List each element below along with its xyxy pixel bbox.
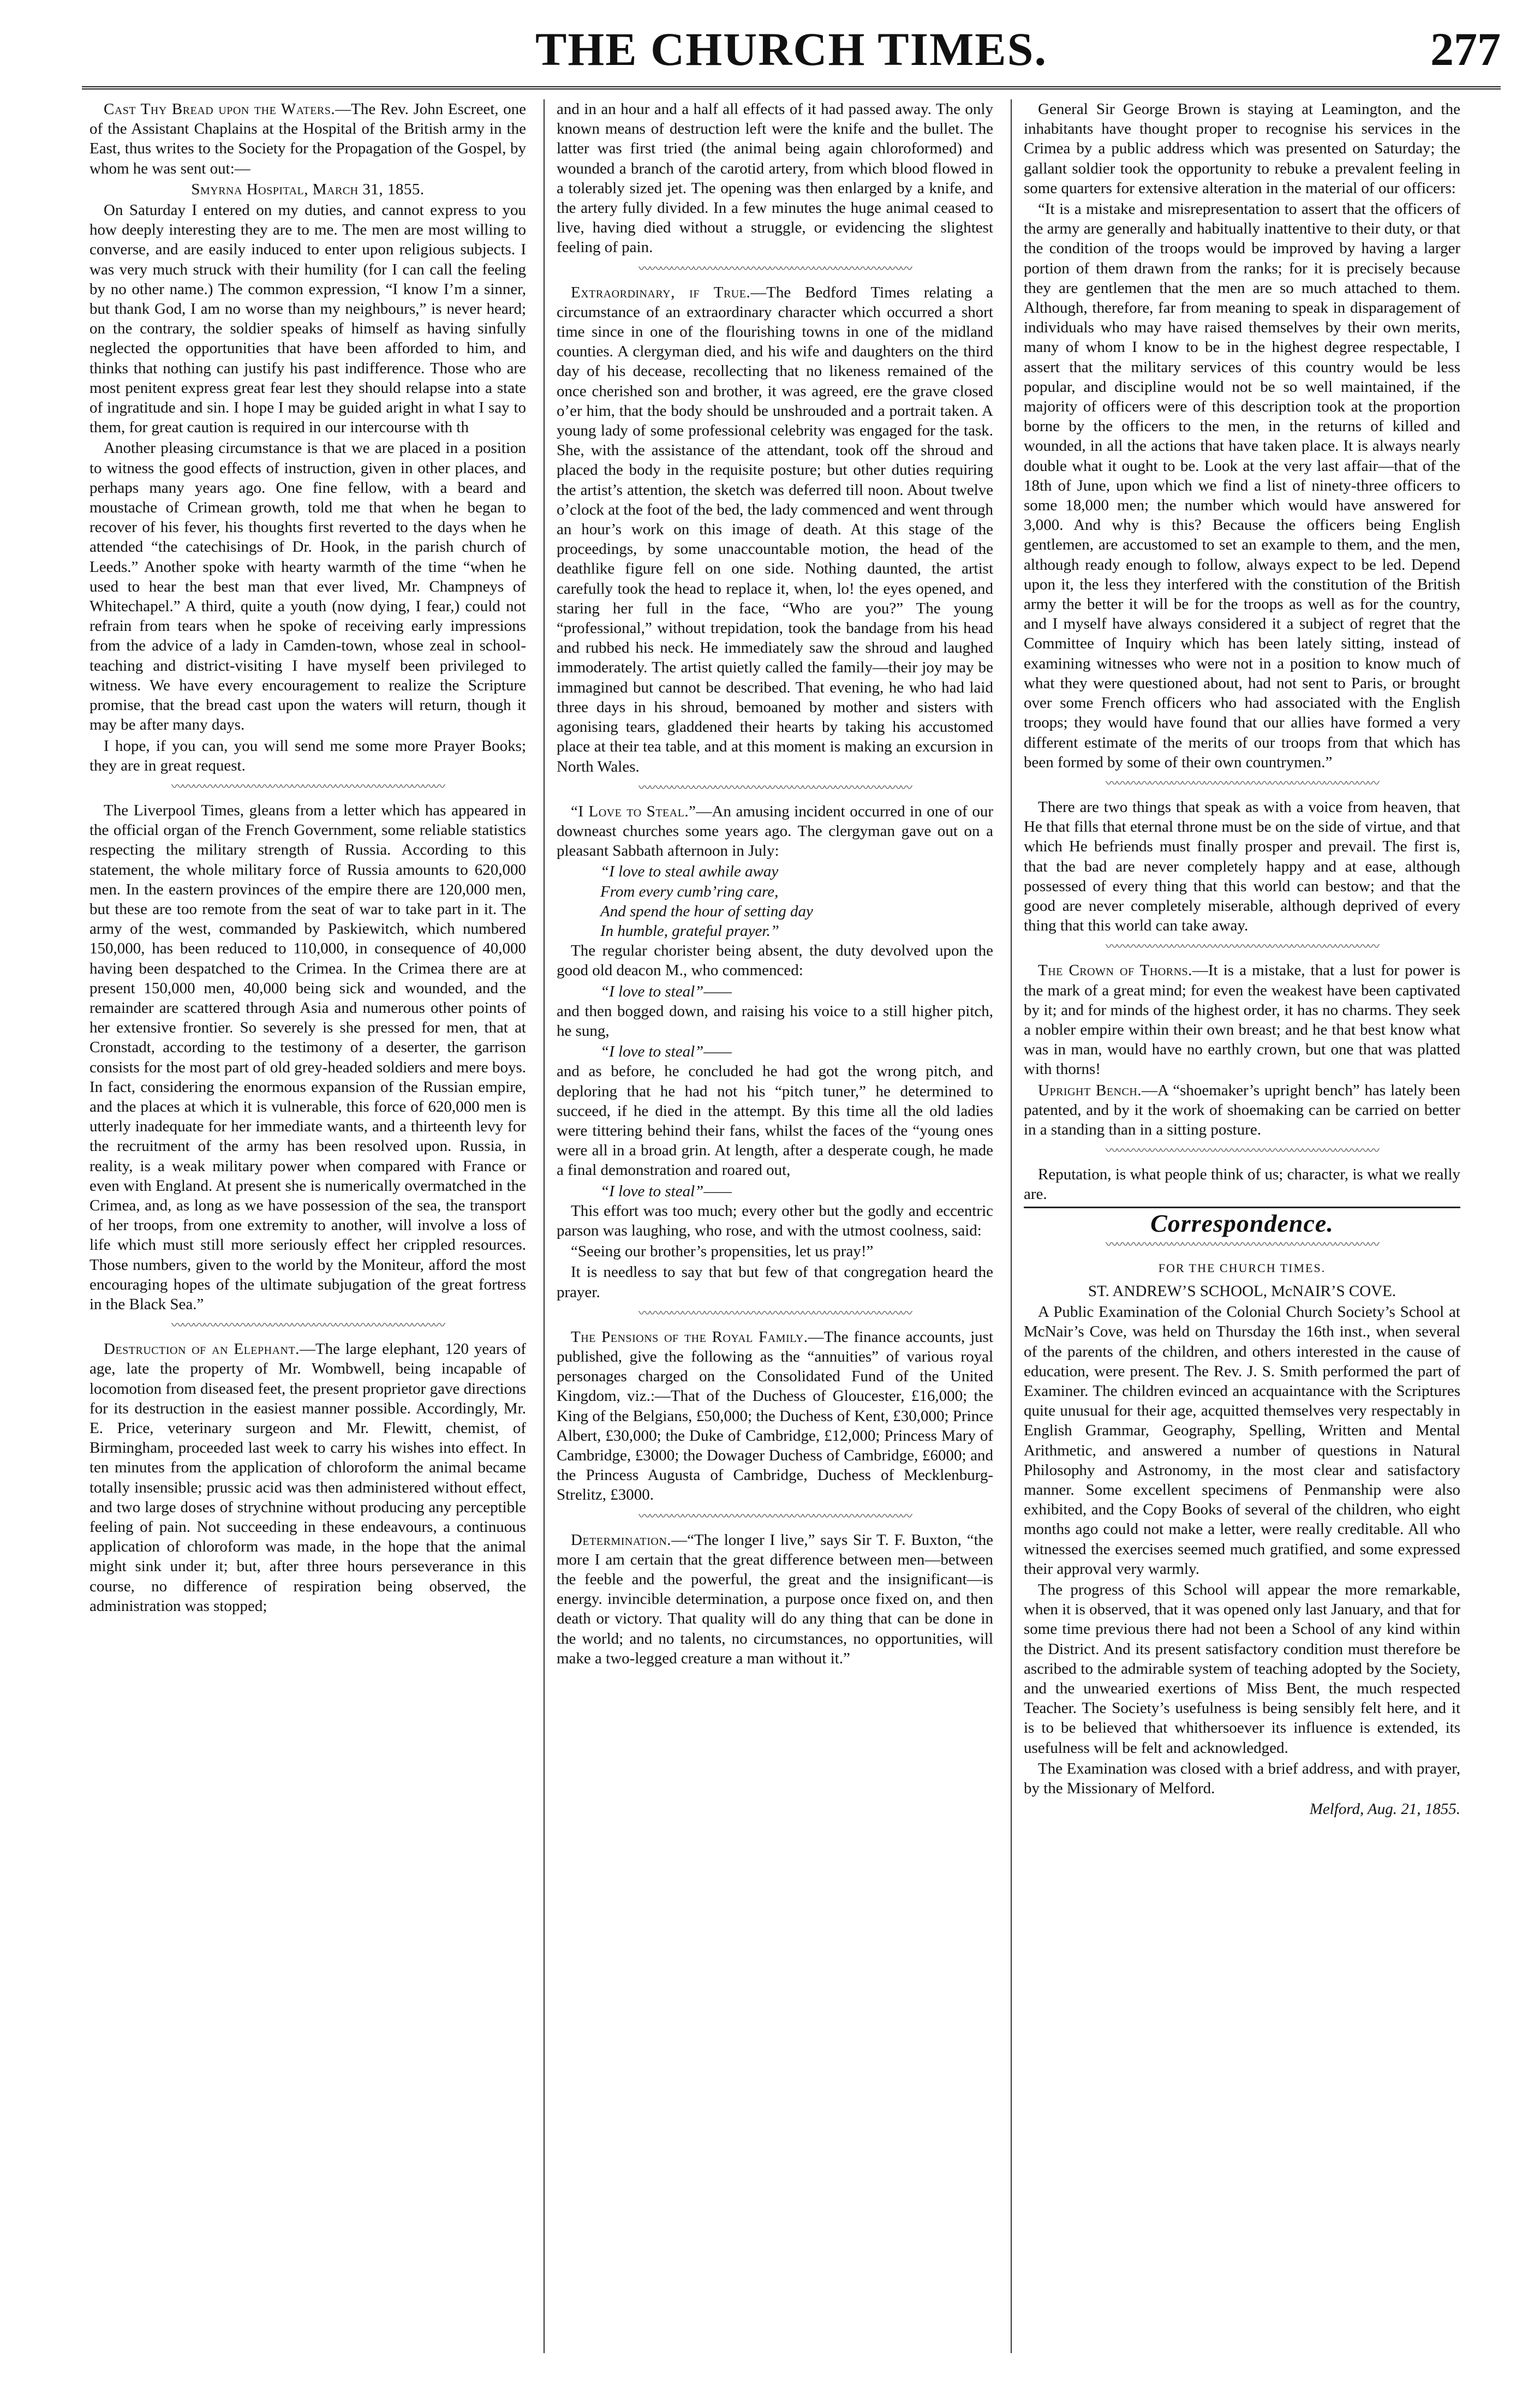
article-heading: The Pensions of the Royal Family. bbox=[571, 1328, 808, 1346]
article-paragraph: Reputation, is what people think of us; character, is what we really are. bbox=[1024, 1166, 1460, 1203]
article-paragraph bbox=[89, 1339, 526, 1616]
section-rule bbox=[1024, 1207, 1460, 1208]
column-divider bbox=[544, 99, 545, 2353]
article-paragraph bbox=[557, 283, 993, 777]
article-text: —A “shoemaker’s upright bench” has lately been patented, and by it the work of shoemaking can be carried on better in a standing than in a sitting posture. bbox=[1024, 1081, 1460, 1138]
wavy-divider: 〰〰〰〰〰〰〰〰〰〰〰〰〰〰〰〰〰〰〰〰〰〰〰〰〰 bbox=[171, 780, 444, 793]
page-number: 277 bbox=[1430, 23, 1501, 75]
dateline: Smyrna Hospital, March 31, 1855. bbox=[191, 180, 425, 198]
article-heading: “I Love to Steal.” bbox=[571, 802, 696, 820]
column-divider bbox=[1011, 99, 1012, 2353]
article-text: —The Bedford Times relating a circumstance of an extraordinary character which occurred a short time since in one of the flourishing towns in one of the midland counties. A clergyman died, and his wife and daughters on the third day of his decease, recollecting that no likeness remained of the once cherished son and brother, it was agreed, ere the grave closed o’er him, that the body should be unshrouded and a portrait taken. A young lady of some professional celebrity was engaged for the task. She, with the assistance of the attendant, took off the shroud and placed the body in the requisite posture; but other duties requiring the artist’s attention, the sketch was deferred till noon. About twelve o’clock at the foot of the bed, the lady commenced and went through an hour’s work on this image of death. At this stage of the proceedings, by some unaccountable motion, the head of the deathlike figure fell on one side. Nothing daunted, the artist carefully took the head to replace it, when, lo! the eyes opened, and staring her full in the face, “Who are you?” The young “professional,” without trepidation, took the bandage from his head and rubbed his neck. He immediately saw the shroud and laughed immoderately. The artist quietly called the family—their joy may be immagined but cannot be described. That evening, he who had laid three days in his shroud, bemoaned by mother and sisters with agonising tears, gladdened their hearts by taking his accustomed place at their tea table, and at this moment is making an excursion in North Wales. bbox=[557, 283, 993, 775]
article-paragraph: The Liverpool Times, gleans from a letter which has appeared in the official organ of the French Government, some reliable statistics respecting the military strength of Russia. According to this statement, the whole military force of Russia amounts to 620,000 men. In the eastern provinces of the empire there are 120,000 men, but these are too remote from the seat of war to take part in it. The army of the west, commanded by Paskiewitch, which numbered 150,000, has been reduced to 110,000, in consequence of 40,000 having been despatched to the Crimea. In the Crimea there are at present 150,000 men, 40,000 being sick and wounded, and the remainder are scattered through Asia and numerous other points of her extensive frontier. So severely is she pressed for men, that at Cronstadt, according to the testimony of a deserter, the garrison consists for the most part of old grey-headed soldiers and mere boys. In fact, considering the enormous expansion of the Russian empire, and the places at which it is vulnerable, this force of 620,000 men is utterly inadequate for her immediate wants, and a thirteenth levy for the recruitment of the army has been resolved upon. Russia, in reality, is a weak military power when compared with France or even with England. At present she is numerically overmatched in the Crimea, and, as long as we have possession of the sea, the transport of her troops, from one extremity to another, will involve a loss of life which must still more seriously effect her crippled resources. Those numbers, given to the world by the Moniteur, afford the most encouraging hopes of the ultimate subjugation of the great fortress in the Black Sea.” bbox=[89, 801, 526, 1313]
article-paragraph bbox=[1024, 960, 1460, 1079]
column-3 bbox=[1024, 99, 1460, 2353]
article-heading: Cast Thy Bread upon the Waters. bbox=[104, 100, 336, 118]
wavy-divider: 〰〰〰〰〰〰〰〰〰〰〰〰〰〰〰〰〰〰〰〰〰〰〰〰〰 bbox=[1105, 941, 1378, 953]
wavy-divider: 〰〰〰〰〰〰〰〰〰〰〰〰〰〰〰〰〰〰〰〰〰〰〰〰〰 bbox=[171, 1320, 444, 1332]
article-paragraph: and then bogged down, and raising his voice to a still higher pitch, he sung, bbox=[557, 1002, 993, 1040]
article-paragraph bbox=[89, 99, 526, 178]
masthead bbox=[82, 22, 1501, 87]
column-1 bbox=[89, 99, 526, 2353]
wavy-divider: 〰〰〰〰〰〰〰〰〰〰〰〰〰〰〰〰〰〰〰〰〰〰〰〰〰 bbox=[638, 781, 911, 794]
article-paragraph: The progress of this School will appear the more remarkable, when it is observed, that it was opened only last January, and that for some time previous there had not been a School of any kind within the District. And its present satisfactory condition must therefore be ascribed to the admirable system of teaching adopted by the Society, and the unwearied exertions of Miss Bent, the much respected Teacher. The Society’s usefulness is being sensibly felt here, and it is to be believed that whithersoever its influence is extended, its usefulness will be felt and acknowledged. bbox=[1024, 1581, 1460, 1757]
verse-line: From every cumb’ring care, bbox=[600, 882, 779, 900]
article-heading: The Crown of Thorns. bbox=[1038, 962, 1192, 980]
article-paragraph: Another pleasing circumstance is that we are placed in a position to witness the good effects of instruction, given in other places, and perhaps many years ago. One fine fellow, with a beard and moustache of Crimean growth, told me that when he began to recover of his fever, his thoughts first reverted to the days when he attended “the catechisings of Dr. Hook, in the parish church of Leeds.” Another spoke with hearty warmth of the time “when he used to hear the best man that ever lived, Mr. Champneys of Whitechapel.” A third, quite a youth (now dying, I fear,) could not refrain from tears when he spoke of receiving early impressions from the advice of a lady in Camden-town, whose zeal in school-teaching and district-visiting I have myself been privileged to witness. We have every encouragement to realize the Scripture promise, that the bread cast upon the waters will return, though it may be after many days. bbox=[89, 439, 526, 734]
article-paragraph: “It is a mistake and misrepresentation to assert that the officers of the army are generally and habitually inattentive to their duty, or that the condition of the troops would be improved by having a larger portion of them drawn from the ranks; for it is precisely because they are gentlemen that the men are so much attached to them. Although, therefore, far from meaning to speak in disparagement of individuals who may have raised themselves by their own merits, many of whom I know to be in the highest degree respectable, I assert that the military services of this country would be less popular, and discipline would not be so well maintained, if the majority of officers were of this description took at the proportion borne by the officers to the men, in the returns of killed and wounded, in all the actions that have taken place. It is always nearly double what it ought to be. Look at the very last affair—that of the 18th of June, upon which we find a list of ninety-three officers to some 18,000 men; the number which would have answered for 3,000. And why is this? Because the officers being English gentlemen, are accustomed to set an example to them, and the men, although ready enough to follow, always expect to be led. Depend upon it, the less they interfered with the constitution of the British army the better it will be for the troops as well as for the country, and I myself have always considered it a subject of regret that the Committee of Inquiry which has been lately sitting, instead of examining witnesses who were not in a position to know much of what they were questioned about, had not sent to Paris, or brought over some French officers who had associated with the English troops; they would have found that our allies have formed a very different estimate of the merits of our troops from that which has been formed by some of their own countrymen.” bbox=[1024, 200, 1460, 771]
wavy-divider: 〰〰〰〰〰〰〰〰〰〰〰〰〰〰〰〰〰〰〰〰〰〰〰〰〰 bbox=[1105, 1145, 1378, 1157]
article-paragraph: The Examination was closed with a brief address, and with prayer, by the Missionary of Melford. bbox=[1024, 1759, 1460, 1798]
masthead-rule bbox=[82, 86, 1501, 89]
article-text: —It is a mistake, that a lust for power is the mark of a great mind; for even the weakest have been captivated by it; and for minds of the highest order, it has no charms. They seek a nobler empire within their own breast; and he that best know what was in man, would have no earthly crown, but one that was platted with thorns! bbox=[1024, 962, 1460, 1078]
article-heading: Destruction of an Elephant. bbox=[104, 1340, 300, 1358]
wavy-divider: 〰〰〰〰〰〰〰〰〰〰〰〰〰〰〰〰〰〰〰〰〰〰〰〰〰 bbox=[638, 1510, 911, 1523]
article-paragraph: “Seeing our brother’s propensities, let us pray!” bbox=[571, 1243, 874, 1261]
section-title: Correspondence. bbox=[1150, 1209, 1334, 1237]
article-paragraph: General Sir George Brown is staying at Leamington, and the inhabitants have thought proper to recognise his services in the Crimea by a public address which was presented on Saturday; the gallant soldier took the opportunity to rebuke a prevalent feeling in some quarters for extensive alteration in the material of our officers: bbox=[1024, 100, 1460, 197]
article-paragraph: A Public Examination of the Colonial Church Society’s School at McNair’s Cove, was held on Thursday the 16th inst., when several of the parents of the children, and others interested in the cause of education, were present. The Rev. J. S. Smith performed the part of Examiner. The children evinced an acquaintance with the Scriptures quite unusual for their age, acquitted themselves very respectably in English Grammar, Geography, Spelling, Written and Mental Arithmetic, and answered a number of questions in Natural Philosophy and Astronomy, in the most clear and satisfactory manner. Some excellent specimens of Penmanship were also exhibited, and the Copy Books of several of the children, who eight months ago could not make a letter, were really creditable. All who witnessed the exercises seemed much gratified, and some expressed their approval very warmly. bbox=[1024, 1303, 1460, 1578]
article-text: —The large elephant, 120 years of age, late the property of Mr. Wombwell, being incapable of locomotion from diseased feet, the present proprietor gave directions for its destruction in the easiest manner possible. Accordingly, Mr. E. Price, veterinary surgeon and Mr. Flewitt, chemist, of Birmingham, proceeded last week to carry his wishes into effect. In ten minutes from the application of chloroform the animal became totally insensible; prussic acid was then administered without effect, and two large doses of strychnine without producing any perceptible feeling of pain. Not succeeding in these endeavours, a continuous application of chloroform was made, in the hope that the animal might sink under it; but, after three hours perseverance in this course, no difference of respiration being observed, the administration was stopped; bbox=[89, 1340, 526, 1615]
article-paragraph bbox=[557, 1530, 993, 1668]
article-paragraph: This effort was too much; every other but the godly and eccentric parson was laughing, who rose, and with the utmost coolness, said: bbox=[557, 1202, 993, 1239]
article-paragraph: There are two things that speak as with a voice from heaven, that He that fills that eternal throne must be on the side of virtue, and that which He befriends must finally prosper and prevail. The first is, that the bad are never completely happy and at ease, although possessed of every thing that this world can bestow; and that the good are never completely miserable, although deprived of every thing that this world can take away. bbox=[1024, 798, 1460, 935]
article-paragraph bbox=[1024, 1081, 1460, 1140]
article-paragraph bbox=[557, 802, 993, 861]
verse-line: “I love to steal”—— bbox=[600, 1182, 732, 1200]
verse-line: And spend the hour of setting day bbox=[600, 902, 813, 920]
article-paragraph: and in an hour and a half all effects of it had passed away. The only known means of destruction left were the knife and the bullet. The latter was first tried (the animal being again chloroformed) and wounded a branch of the carotid artery, from which blood flowed in a tolerably sized jet. The opening was then enlarged by a knife, and the artery fully divided. In a few minutes the huge animal ceased to live, having died without a struggle, or evidencing the slightest feeling of pain. bbox=[557, 100, 993, 256]
verse-line: “I love to steal”—— bbox=[600, 1043, 732, 1061]
wavy-divider: 〰〰〰〰〰〰〰〰〰〰〰〰〰〰〰〰〰〰〰〰〰〰〰〰〰 bbox=[1105, 1238, 1378, 1251]
article-text: —An amusing incident occurred in one of our downeast churches some years ago. The clergyman gave out on a pleasant Sabbath afternoon in July: bbox=[557, 802, 993, 860]
section-subtitle: FOR THE CHURCH TIMES. bbox=[1158, 1261, 1326, 1275]
article-paragraph: and as before, he concluded he had got the wrong pitch, and deploring that he had not his “pitch tuner,” he determined to succeed, if he died in the attempt. By this time all the old ladies were tittering behind their fans, whilst the faces of the “young ones were all in a broad grin. At length, after a desperate cough, he made a final demonstration and roared out, bbox=[557, 1063, 993, 1179]
article-text: —The finance accounts, just published, give the following as the “annuities” of various royal personages charged on the Consolidated Fund of the United Kingdom, viz.:—That of the Duchess of Gloucester, £16,000; the King of the Belgians, £50,000; the Duchess of Kent, £30,000; Prince Albert, £30,000; the Duke of Cambridge, £12,000; Princess Mary of Cambridge, £3000; the Dowager Duchess of Cambridge, £6000; and the Princess Augusta of Cambridge, Duchess of Mecklenburg-Strelitz, £3000. bbox=[557, 1328, 993, 1504]
wavy-divider: 〰〰〰〰〰〰〰〰〰〰〰〰〰〰〰〰〰〰〰〰〰〰〰〰〰 bbox=[1105, 777, 1378, 790]
article-heading: ST. ANDREW’S SCHOOL, McNAIR’S COVE. bbox=[1088, 1282, 1396, 1300]
article-heading: Upright Bench. bbox=[1038, 1081, 1142, 1099]
column-2 bbox=[557, 99, 993, 2353]
wavy-divider: 〰〰〰〰〰〰〰〰〰〰〰〰〰〰〰〰〰〰〰〰〰〰〰〰〰 bbox=[638, 262, 911, 275]
article-heading: Extraordinary, if True. bbox=[571, 283, 751, 301]
wavy-divider: 〰〰〰〰〰〰〰〰〰〰〰〰〰〰〰〰〰〰〰〰〰〰〰〰〰 bbox=[638, 1307, 911, 1320]
verse-line: “I love to steal awhile away bbox=[600, 863, 779, 881]
article-text: —The Rev. John Escreet, one of the Assistant Chaplains at the Hospital of the British army in the East, thus writes to the Society for the Propagation of the Gospel, by whom he was sent out:— bbox=[89, 100, 526, 177]
verse-line: “I love to steal”—— bbox=[600, 982, 732, 1000]
article-paragraph: The regular chorister being absent, the duty devolved upon the good old deacon M., who commenced: bbox=[557, 942, 993, 980]
verse-line: In humble, grateful prayer.” bbox=[600, 922, 779, 940]
article-paragraph: I hope, if you can, you will send me some more Prayer Books; they are in great request. bbox=[89, 737, 526, 774]
article-paragraph: It is needless to say that but few of that congregation heard the prayer. bbox=[557, 1263, 993, 1301]
article-paragraph: On Saturday I entered on my duties, and cannot express to you how deeply interesting they are to me. The men are most willing to converse, and are easily induced to enter upon religious subjects. I was very much struck with their humility (for I can call the feeling by no other name.) The common expression, “I know I’m a sinner, but thank God, I am no worse than my neighbours,” is never heard; on the contrary, the soldier speaks of himself as having sinfully neglected the opportunities that have been afforded to him, and thinks that nothing can justify his past indifference. Those who are most penitent express great fear lest they should relapse into a state of ingratitude and sin. I hope I may be guided aright in what I say to them, for great caution is required in our intercourse with th bbox=[89, 201, 526, 437]
newspaper-title: THE CHURCH TIMES. bbox=[535, 23, 1047, 75]
article-text: —“The longer I live,” says Sir T. F. Buxton, “the more I am certain that the great difference between men—between the feeble and the powerful, the great and the insignificant—is energy. invincible determination, a purpose once fixed on, and then death or victory. That quality will do any thing that can be done in the world; and no talents, no circumstances, no opportunities, will make a two-legged creature a man without it.” bbox=[557, 1531, 993, 1667]
article-heading: Determination. bbox=[571, 1531, 672, 1549]
signature-line: Melford, Aug. 21, 1855. bbox=[1309, 1800, 1460, 1818]
article-paragraph bbox=[557, 1327, 993, 1505]
